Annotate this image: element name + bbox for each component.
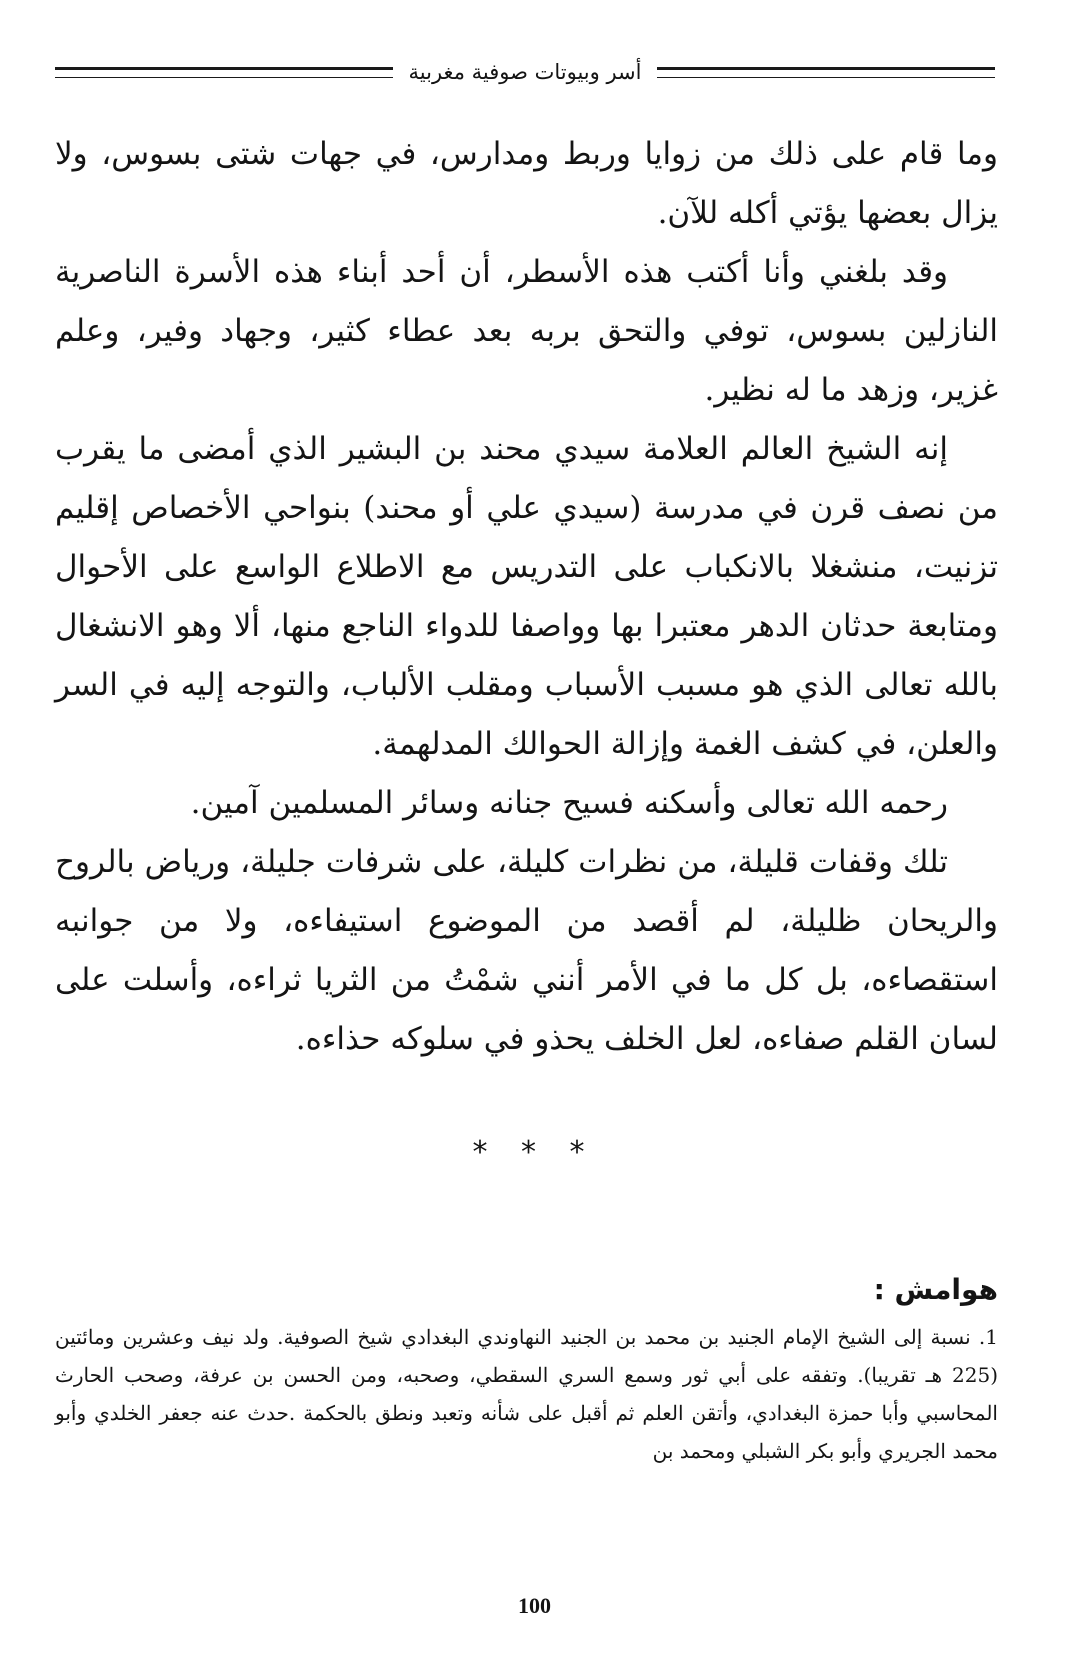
header-title: أسر وبيوتات صوفية مغربية: [408, 60, 642, 84]
header-rule-left: [55, 67, 393, 78]
paragraph: إنه الشيخ العالم العلامة سيدي محند بن البشير الذي أمضى ما يقرب من نصف قرن في مدرسة (سيدي علي أو محند) بنواحي الأخصاص إقليم تزنيت، منشغلا بالانكباب على التدريس مع الاطلاع الواسع على الأحوال ومتابعة حدثان الدهر معتبرا بها وواصفا للدواء الناجع منها، ألا وهو الانشغال بالله تعالى الذي هو مسبب الأسباب ومقلب الألباب، والتوجه إليه في السر والعلن، في كشف الغمة وإزالة الحوالك المدلهمة.: [55, 431, 998, 762]
page-number: 100: [518, 1593, 551, 1618]
footnotes: [55, 1270, 998, 1470]
footnote: 1. نسبة إلى الشيخ الإمام الجنيد بن محمد بن الجنيد النهاوندي البغدادي شيخ الصوفية. ولد نيف وعشرين ومائتين (225 هـ تقريبا). وتفقه على أبي ثور وسمع السري السقطي، وصحبه، ومن الحسن بن عرفة، وصحب الحارث المحاسبي وأبا حمزة البغدادي، وأتقن العلم ثم أقبل على شأنه وتعبد ونطق بالحكمة .حدث عنه جعفر الخلدي وأبو محمد الجريري وأبو بكر الشبلي ومحمد بن: [55, 1325, 998, 1463]
footnotes-heading: هوامش :: [873, 1273, 998, 1306]
header-rule-right: [657, 67, 995, 78]
running-header: [55, 52, 995, 92]
paragraph: تلك وقفات قليلة، من نظرات كليلة، على شرفات جليلة، ورياض بالروح والريحان ظليلة، لم أقصد من الموضوع استيفاءه، ولا من جوانبه استقصاءه، بل كل ما في الأمر أنني شمْتُ من الثريا ثراءه، وأسلت على لسان القلم صفاءه، لعل الخلف يحذو في سلوكه حذاءه.: [55, 844, 998, 1057]
paragraph: رحمه الله تعالى وأسكنه فسيح جنانه وسائر المسلمين آمين.: [190, 785, 948, 821]
paragraph: وما قام على ذلك من زوايا وربط ومدارس، في جهات شتى بسوس، ولا يزال بعضها يؤتي أكله للآن.: [55, 136, 998, 231]
paragraph: وقد بلغني وأنا أكتب هذه الأسطر، أن أحد أبناء هذه الأسرة الناصرية النازلين بسوس، توفي والتحق بربه بعد عطاء كثير، وجهاد وفير، وعلم غزير، وزهد ما له نظير.: [55, 254, 998, 408]
section-separator: * * *: [472, 1135, 597, 1170]
body-text: [55, 125, 998, 1069]
